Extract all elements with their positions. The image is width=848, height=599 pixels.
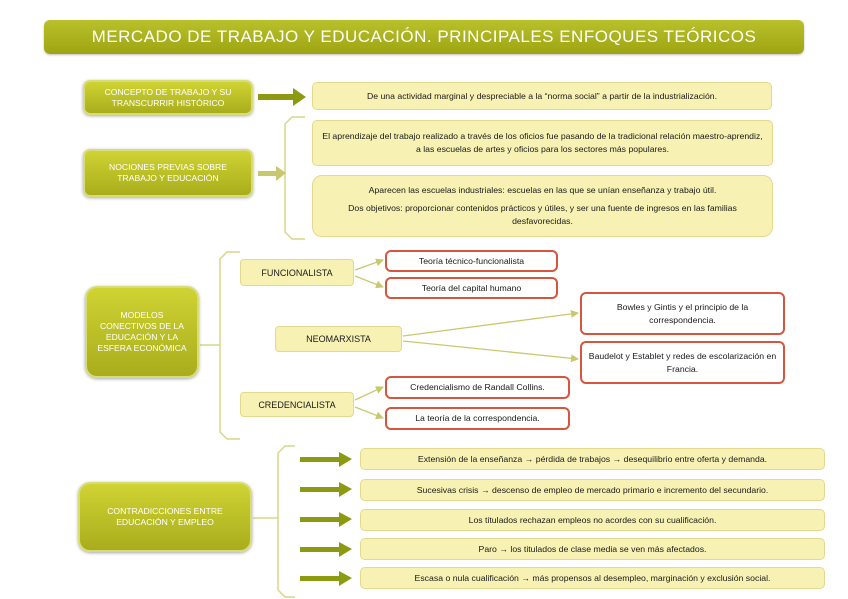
nociones-text-2b: Dos objetivos: proporcionar contenidos prácticos y útiles, y ser una fuente de ingresos en las familias desfavorecidas. xyxy=(348,203,737,226)
contradicciones-arrows xyxy=(300,452,352,586)
nociones-node: NOCIONES PREVIAS SOBRE TRABAJO Y EDUCACIÓN xyxy=(83,149,253,197)
nociones-text-2a: Aparecen las escuelas industriales: escuelas en las que se unían enseñanza y trabajo útil. xyxy=(368,185,717,195)
contradicciones-bracket xyxy=(278,446,295,597)
contradicciones-item-2: Sucesivas crisis → descenso de empleo de mercado primario e incremento del secundario. xyxy=(360,479,825,501)
funcionalista-item-1: Teoría técnico-funcionalista xyxy=(385,250,558,272)
page-title: MERCADO DE TRABAJO Y EDUCACIÓN. PRINCIPALES ENFOQUES TEÓRICOS xyxy=(44,20,804,54)
funcionalista-item-2: Teoría del capital humano xyxy=(385,277,558,299)
nociones-text-2 xyxy=(312,175,773,237)
modelos-bracket xyxy=(220,252,240,439)
concepto-text: De una actividad marginal y despreciable a la “norma social” a partir de la industrialización. xyxy=(312,82,772,110)
credencialista-item-2: La teoría de la correspondencia. xyxy=(385,407,570,430)
concepto-arrow xyxy=(258,88,306,106)
contradicciones-item-5: Escasa o nula cualificación → más propensos al desempleo, marginación y exclusión social. xyxy=(360,567,825,589)
neomarxista-item-2: Baudelot y Establet y redes de escolarización en Francia. xyxy=(580,341,785,384)
contradicciones-node: CONTRADICCIONES ENTRE EDUCACIÓN Y EMPLEO xyxy=(78,482,252,552)
funcionalista-label: FUNCIONALISTA xyxy=(240,259,354,286)
nociones-bracket xyxy=(285,117,305,239)
neomarxista-item-1: Bowles y Gintis y el principio de la correspondencia. xyxy=(580,292,785,335)
credencialista-item-1: Credencialismo de Randall Collins. xyxy=(385,376,570,399)
contradicciones-item-4: Paro → los titulados de clase media se ven más afectados. xyxy=(360,538,825,560)
contradicciones-item-3: Los titulados rechazan empleos no acordes con su cualificación. xyxy=(360,509,825,531)
contradicciones-item-1: Extensión de la enseñanza → pérdida de trabajos → desequilibrio entre oferta y demanda. xyxy=(360,448,825,470)
concepto-node: CONCEPTO DE TRABAJO Y SU TRANSCURRIR HISTÓRICO xyxy=(83,80,253,115)
nociones-text-1: El aprendizaje del trabajo realizado a través de los oficios fue pasando de la tradicional relación maestro-aprendiz, a las escuelas de artes y oficios para los sectores más populares. xyxy=(312,120,773,166)
neomarxista-label: NEOMARXISTA xyxy=(275,326,402,352)
nociones-arrow xyxy=(258,166,286,181)
credencialista-label: CREDENCIALISTA xyxy=(240,392,354,417)
modelos-node: MODELOS CONECTIVOS DE LA EDUCACIÓN Y LA ESFERA ECONÓMICA xyxy=(85,286,199,378)
